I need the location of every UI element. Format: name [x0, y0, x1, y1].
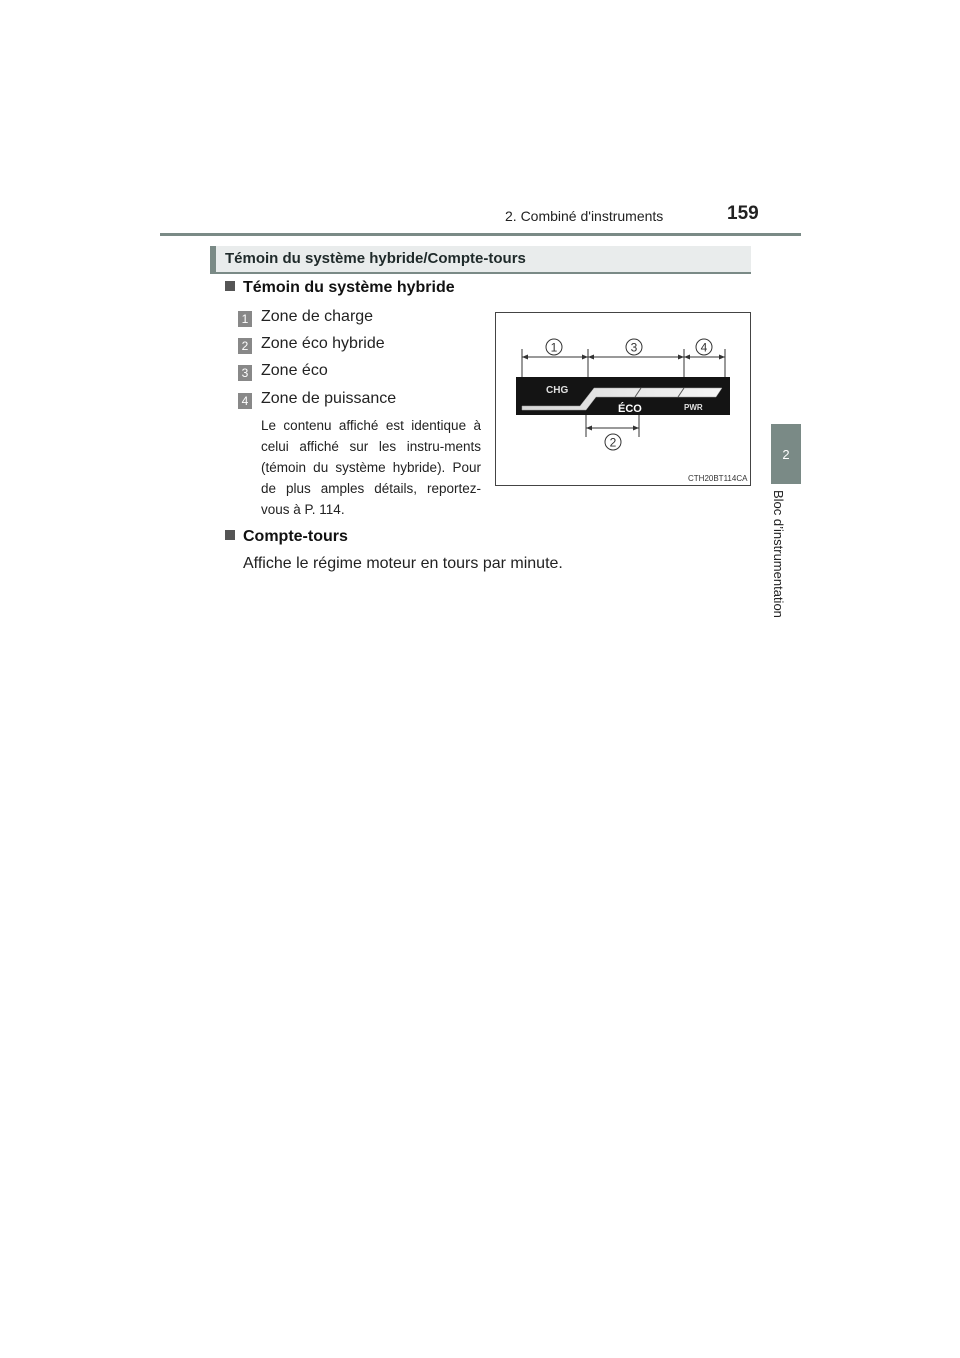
subheading-tachometer: [225, 528, 348, 546]
svg-text:2: 2: [609, 435, 617, 450]
subheading-text: Compte-tours: [243, 528, 348, 545]
square-bullet-icon: [225, 281, 235, 291]
pwr-label: PWR: [684, 403, 703, 412]
side-tab-number: 2: [771, 424, 801, 484]
item-label: Zone éco: [261, 362, 328, 379]
section-title: Témoin du système hybride/Compte-tours: [225, 250, 526, 267]
item-number: 1: [238, 311, 252, 327]
figure-code: CTH20BT114CA: [688, 474, 748, 483]
section-accent: [210, 246, 216, 274]
svg-text:4: 4: [700, 340, 708, 355]
chapter-title: 2. Combiné d'instruments: [505, 208, 664, 224]
hybrid-indicator-diagram: [496, 313, 750, 485]
svg-text:1: 1: [550, 340, 558, 355]
eco-label: ÉCO: [618, 403, 642, 415]
item-label: Zone éco hybride: [261, 335, 385, 352]
callout-3: [626, 339, 642, 355]
section-header: [210, 246, 751, 274]
callout-4: [696, 339, 712, 355]
side-tab-label: Bloc d’instrumentation: [771, 490, 786, 618]
item-label: Zone de charge: [261, 308, 374, 325]
svg-text:3: 3: [630, 340, 638, 355]
subheading-text: Témoin du système hybride: [243, 279, 455, 296]
square-bullet-icon: [225, 530, 235, 540]
callout-1: [546, 339, 562, 355]
tachometer-description: Affiche le régime moteur en tours par minute.: [243, 555, 563, 572]
header-rule: [160, 233, 801, 236]
item-number: 3: [238, 365, 252, 381]
hybrid-indicator-figure: [495, 312, 751, 486]
subheading-hybrid-indicator: [225, 279, 455, 297]
item-number: 2: [238, 338, 252, 354]
item-number: 4: [238, 393, 252, 409]
chg-label: CHG: [546, 385, 569, 396]
side-tab: [771, 490, 801, 640]
note-paragraph: Le contenu affiché est identique à celui affiché sur les instru-ments (témoin du système hybride). Pour de plus amples détails, reportez-vous à P. 114.: [261, 418, 481, 517]
callout-2: [605, 434, 621, 450]
page-number: 159: [727, 203, 759, 224]
item-label: Zone de puissance: [261, 390, 397, 407]
